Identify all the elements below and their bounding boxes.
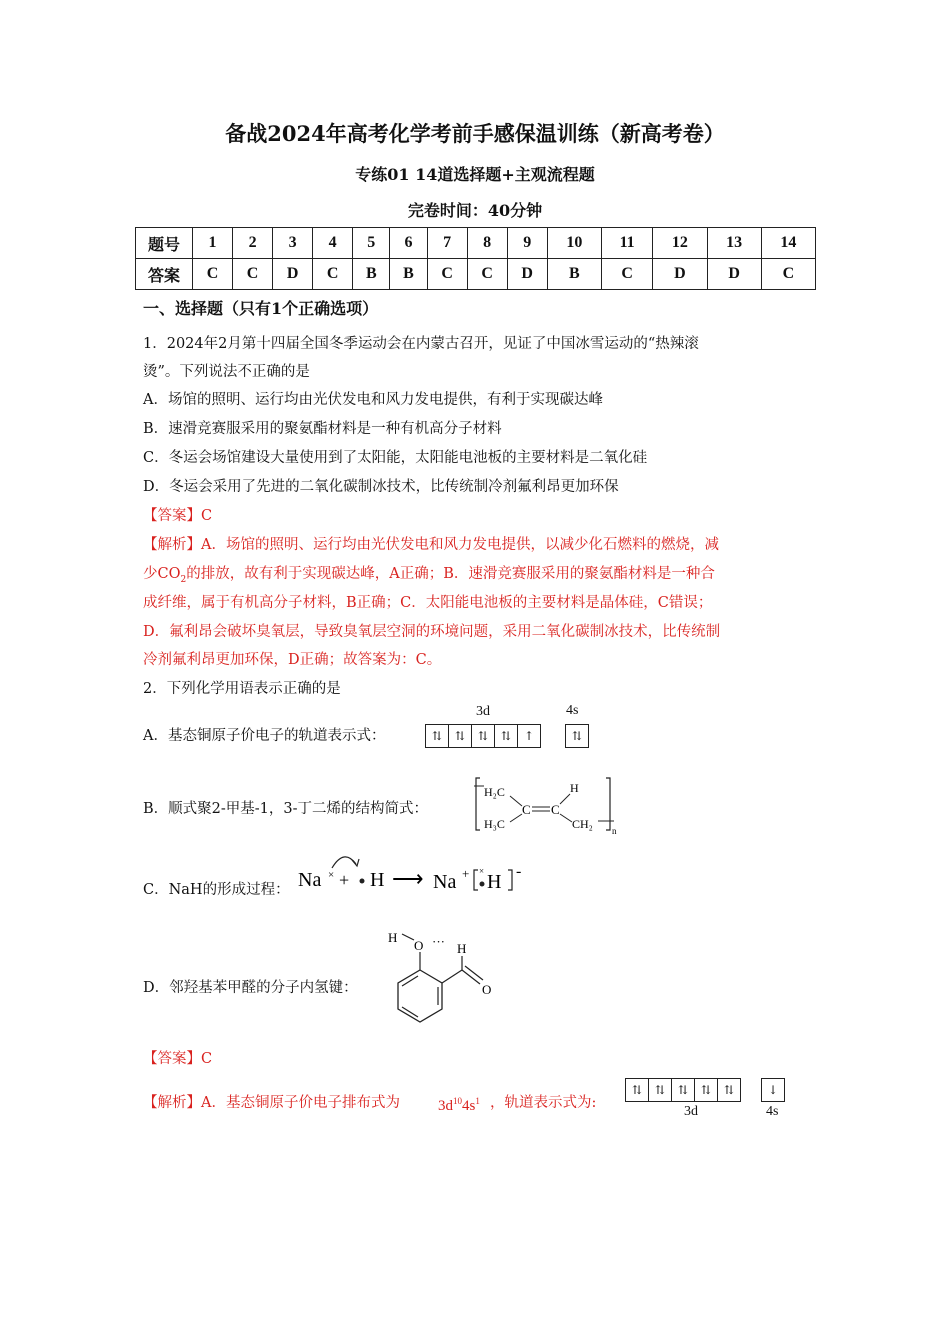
table-cell: 10 — [547, 228, 601, 259]
carbonyl-oxygen: O — [482, 982, 492, 997]
atom-label: C — [551, 802, 560, 817]
table-cell: 8 — [467, 228, 507, 259]
explanation-orbital-3d — [626, 1078, 741, 1102]
bond-line — [560, 794, 570, 804]
table-cell: C — [467, 259, 507, 290]
document-title: 备战2024年高考化学考前手感保温训练（新高考卷） — [225, 121, 725, 146]
table-cell: 4 — [313, 228, 353, 259]
q1-explanation-line2 — [143, 562, 715, 585]
document-subtitle: 专练01 14道选择题+主观流程题 — [355, 165, 595, 184]
table-cell: B — [353, 259, 390, 290]
aldehyde-hydrogen: H — [457, 941, 467, 956]
table-cell: 3 — [273, 228, 313, 259]
hydroxybenzaldehyde-structure — [384, 930, 504, 1040]
bracket-right — [606, 778, 610, 830]
atom-label: H₃C — [484, 817, 505, 831]
bond-line — [560, 814, 572, 822]
orbital-box: ⇅ — [671, 1078, 695, 1102]
atom-label: H₂C — [484, 785, 505, 799]
explanation-orbital-4s — [762, 1078, 785, 1102]
orbital-box: ⇅ — [694, 1078, 718, 1102]
q2-stem: 2．下列化学用语表示正确的是 — [143, 681, 341, 697]
table-cell: 9 — [507, 228, 547, 259]
electron-transfer-arrow — [332, 857, 356, 868]
bond-line — [442, 970, 462, 983]
hydride-symbol: H — [487, 871, 502, 893]
table-cell: C — [601, 259, 652, 290]
orbital-box: ⇅ — [448, 724, 472, 748]
q1-option-a: A．场馆的照明、运行均由光伏发电和风力发电提供，有利于实现碳达峰 — [143, 392, 603, 408]
text-span: 【解析】A．基态铜原子价电子排布式为 — [143, 1095, 400, 1111]
text-span: 3d — [438, 1098, 453, 1114]
bracket-left — [474, 870, 478, 890]
atom-label: C — [522, 802, 531, 817]
orbital-box: ⇅ — [717, 1078, 741, 1102]
hydrogen-symbol: H — [370, 869, 385, 891]
table-cell: 2 — [233, 228, 273, 259]
orbital-label-4s: 4s — [766, 1104, 779, 1119]
orbital-box: ⇅ — [494, 724, 518, 748]
table-cell: C — [761, 259, 815, 290]
q2-option-a: A．基态铜原子价电子的轨道表示式： — [143, 728, 386, 744]
bond-line — [510, 814, 522, 822]
hydrogen-bond-dots: ··· — [432, 934, 445, 949]
orbital-diagram-4s — [566, 724, 589, 748]
orbital-box: ⇅ — [565, 724, 589, 748]
orbital-box: ↓ — [761, 1078, 785, 1102]
reaction-arrow: ⟶ — [392, 866, 424, 891]
q1-explanation-line5: 冷剂氟利昂更加环保，D正确；故答案为：C。 — [143, 652, 442, 668]
q2-explanation-continued: ，轨道表示式为: — [490, 1095, 597, 1111]
orbital-box: ↑ — [517, 724, 541, 748]
text-span: 的排放，故有利于实现碳达峰，A正确；B．速滑竞赛服采用的聚氨酯材料是一种合 — [186, 566, 715, 582]
q2-explanation — [143, 1091, 400, 1112]
q2-option-d: D．邻羟基苯甲醛的分子内氢键： — [143, 980, 358, 996]
q1-stem-line1: 1．2024年2月第十四届全国冬季运动会在内蒙古召开，见证了中国冰雪运动的“热辣滚 — [143, 336, 699, 352]
q1-explanation-line3: 成纤维，属于有机高分子材料，B正确；C．太阳能电池板的主要材料是晶体硅，C错误； — [143, 595, 713, 611]
hydrogen-atom: H — [388, 930, 398, 945]
text-span: 4s — [462, 1098, 476, 1114]
table-cell: 11 — [601, 228, 652, 259]
orbital-label-3d: 3d — [476, 704, 490, 719]
table-cell: D — [507, 259, 547, 290]
q1-option-b: B．速滑竞赛服采用的聚氨酯材料是一种有机高分子材料 — [143, 421, 502, 437]
table-cell: C — [427, 259, 467, 290]
table-cell: C — [233, 259, 273, 290]
q1-explanation-line4: D．氟利昂会破坏臭氧层，导致臭氧层空洞的环境问题，采用二氧化碳制冰技术，比传统制 — [143, 624, 721, 640]
table-cell: D — [653, 259, 707, 290]
carbonyl-bond — [462, 970, 480, 984]
bond-line — [402, 934, 414, 940]
table-cell: 6 — [390, 228, 427, 259]
plus-sign: + — [339, 870, 350, 890]
q2-option-b: B．顺式聚2-甲基-1，3-丁二烯的结构简式： — [143, 801, 429, 817]
answer-table-number-row — [136, 228, 816, 259]
bond-line — [510, 796, 522, 806]
orbital-label-3d: 3d — [684, 1104, 698, 1119]
q2-option-c: C．NaH的形成过程： — [143, 882, 290, 898]
table-header-cell: 答案 — [136, 259, 193, 290]
q1-option-c: C．冬运会场馆建设大量使用到了太阳能，太阳能电池板的主要材料是二氧化硅 — [143, 450, 648, 466]
table-cell: B — [547, 259, 601, 290]
table-cell: 1 — [193, 228, 233, 259]
table-cell: 14 — [761, 228, 815, 259]
table-cell: C — [313, 259, 353, 290]
q1-answer: 【答案】C — [143, 508, 213, 524]
sodium-symbol: Na — [298, 869, 322, 891]
orbital-box: ⇅ — [471, 724, 495, 748]
sodium-ion-symbol: Na — [433, 871, 457, 893]
subscript: 2 — [180, 574, 187, 585]
q1-explanation-line1: 【解析】A．场馆的照明、运行均由光伏发电和风力发电提供，以减少化石燃料的燃烧，减 — [143, 537, 719, 553]
ring-double-bond — [402, 976, 418, 986]
benzene-ring — [398, 970, 442, 1022]
orbital-label-4s: 4s — [566, 703, 579, 718]
table-cell: 12 — [653, 228, 707, 259]
table-header-cell: 题号 — [136, 228, 193, 259]
nah-formation-diagram — [296, 848, 536, 896]
orbital-diagram-3d — [426, 724, 541, 748]
table-cell: 13 — [707, 228, 761, 259]
q2-answer: 【答案】C — [143, 1051, 213, 1067]
table-cell: D — [273, 259, 313, 290]
q1-option-d: D．冬运会采用了先进的二氧化碳制冰技术，比传统制冷剂氟利昂更加环保 — [143, 479, 619, 495]
atom-label: H — [570, 781, 579, 795]
electron-cross: × — [328, 869, 335, 881]
electron-cross: × — [479, 866, 485, 876]
answer-table — [135, 227, 816, 290]
negative-charge: - — [516, 863, 522, 880]
text-span: 少CO — [143, 566, 181, 582]
table-cell: C — [193, 259, 233, 290]
answer-table-answer-row — [136, 259, 816, 290]
electron-dot — [480, 882, 485, 887]
polymer-degree: n — [612, 826, 617, 836]
carbonyl-bond — [465, 966, 483, 980]
table-cell: 7 — [427, 228, 467, 259]
q1-stem-line2: 烫”。下列说法不正确的是 — [143, 364, 310, 380]
section-title: 一、选择题（只有1个正确选项） — [143, 299, 379, 318]
orbital-box: ⇅ — [425, 724, 449, 748]
atom-label: CH₂ — [572, 817, 593, 831]
table-cell: D — [707, 259, 761, 290]
superscript: 1 — [475, 1096, 480, 1106]
oxygen-atom: O — [414, 938, 424, 953]
orbital-box: ⇅ — [625, 1078, 649, 1102]
table-cell: 5 — [353, 228, 390, 259]
positive-charge: + — [462, 866, 470, 881]
superscript: 10 — [453, 1096, 462, 1106]
polymer-structure — [474, 774, 624, 836]
orbital-box: ⇅ — [648, 1078, 672, 1102]
bracket-right — [508, 870, 512, 890]
table-cell: B — [390, 259, 427, 290]
exam-time: 完卷时间：40分钟 — [407, 201, 543, 220]
electron-configuration — [438, 1096, 480, 1115]
electron-dot — [360, 879, 365, 884]
